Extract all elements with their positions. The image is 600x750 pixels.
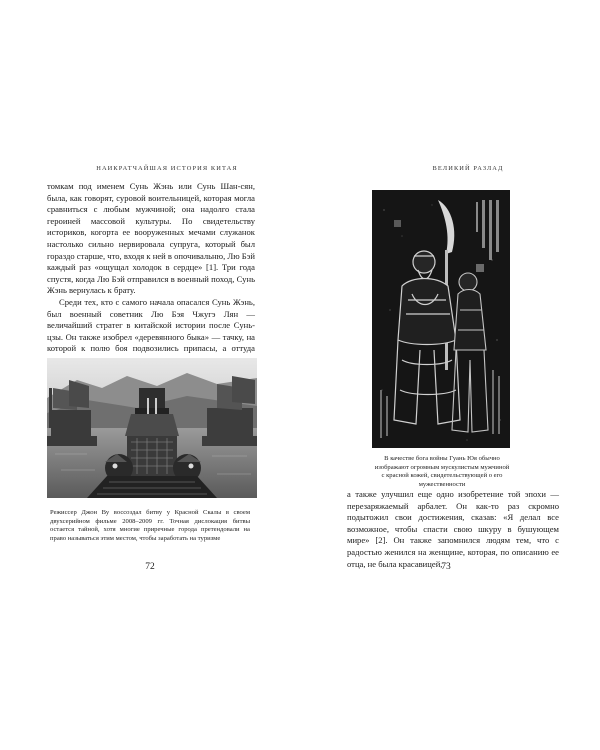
left-paragraph-1: томкам под именем Сунь Жэнь или Сунь Шан-сян, была, как говорят, суровой воительницей, которая могла сравниться с любым мужчиной; она надолго стала героиней массовой культуры. По свидетельству историков, когорта ее вооруженных мечами служанок настолько сильно нервировала супруга, который был гораздо старше, что, входя к ней в опочивальню, Лю Бэй каждый раз «ощущал холодок в сердце» [1]. Три года спустя, когда Лю Бэй отправился в военный поход, Сунь Жэнь вернулась к брату. bbox=[47, 181, 255, 296]
left-body-text bbox=[47, 181, 255, 367]
guan-yu-stele-rubbing bbox=[372, 190, 510, 448]
photo-caption: Режиссер Джон Ву воссоздал битву у Красной Скалы в своем двухсерийном фильме 2008–2009 гг. Точная дислокация битвы остается тайной, хотя многие приречные города претендовали на право называться этим местом, чтобы заработать на туризме bbox=[50, 509, 250, 542]
right-page-number: 73 bbox=[441, 562, 451, 572]
left-running-head: НАИКРАТЧАЙШАЯ ИСТОРИЯ КИТАЯ bbox=[96, 165, 238, 172]
guan-yu-illustration bbox=[372, 190, 510, 448]
rubbing-caption: В качестве бога войны Гуань Юя обычно изображают огромным мускулистым мужчиной с красной кожей, свидетельствующей о его мужественности bbox=[374, 455, 510, 488]
right-body-text bbox=[347, 489, 559, 570]
left-paragraph-2: Среди тех, кто с самого начала опасался Сунь Жэнь, был военный советник Лю Бэя Чжугэ Лян — величайший стратег в китайской истории после Сунь-цзы. Он также изобрел «деревянного быка» — тачку, на которой к полю боя подвозились припасы, а оттуда bbox=[47, 296, 255, 354]
right-paragraph-1: а также улучшил еще одно изобретение той эпохи — перезаряжаемый арбалет. Он как-то раз скромно подытожил свои достижения, сказав: «Я делал все возможное, чтобы спасти свою шкуру в бушующем мире» [2]. Он также запомнился людям тем, что с радостью женился на женщине, которая, по описанию ее отца, не была красавицей, bbox=[347, 489, 559, 569]
right-running-head: ВЕЛИКИЙ РАЗЛАД bbox=[432, 165, 504, 172]
left-page-number: 72 bbox=[145, 562, 155, 572]
red-cliff-film-photo bbox=[47, 358, 257, 498]
war-junks-illustration bbox=[47, 358, 257, 498]
